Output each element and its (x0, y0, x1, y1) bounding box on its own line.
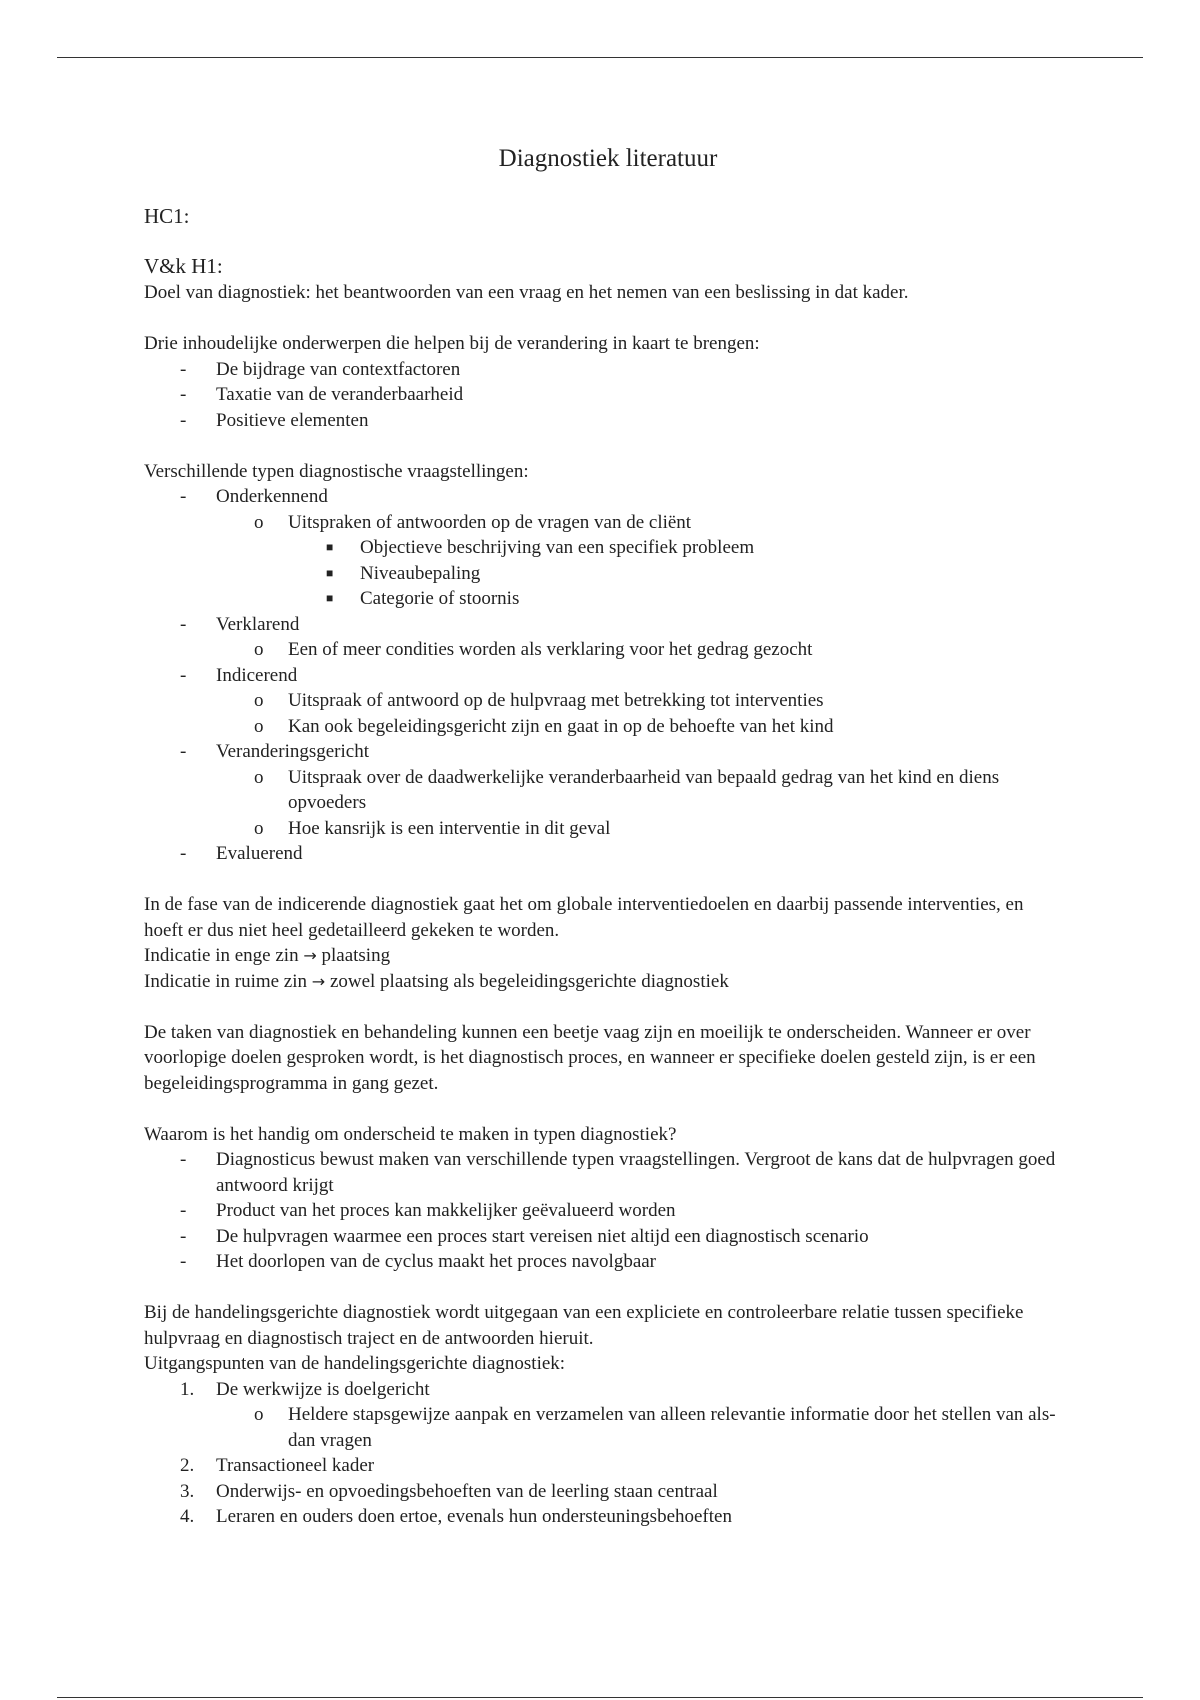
list-item: o Een of meer condities worden als verklaring voor het gedrag gezocht (254, 639, 813, 660)
line-indicatie-enge: Indicatie in enge zin → plaatsing (144, 945, 391, 966)
list-item: ■ Niveaubepaling (326, 562, 481, 584)
list-item: o Heldere stapsgewijze aanpak en verzamelen van alleen relevantie informatie door het stellen van als-dan vragen (254, 1404, 1056, 1451)
list-typen (144, 484, 1064, 867)
list-item: - De bijdrage van contextfactoren (180, 358, 461, 380)
heading-vk-h1: V&k H1: (144, 254, 223, 278)
paragraph-uitgangspunten-intro: Uitgangspunten van de handelingsgerichte diagnostiek: (144, 1353, 566, 1374)
list-item: o Uitspraken of antwoorden op de vragen van de cliënt (254, 511, 692, 533)
list-waarom (144, 1147, 1064, 1275)
paragraph-taken: De taken van diagnostiek en behandeling kunnen een beetje vaag zijn en moeilijk te onderscheiden. Wanneer er over voorlopige doelen gesproken wordt, is het diagnostisch proces, en wanneer er specifieke doelen gesteld zijn, is er een begeleidingsprogramma in gang gezet. (144, 1021, 1036, 1094)
paragraph-indicerende: In de fase van de indicerende diagnostiek gaat het om globale interventiedoelen en daarbij passende interventies, en hoeft er dus niet heel gedetailleerd gekeken te worden. (144, 894, 1024, 941)
list-item: ■ Categorie of stoornis (326, 588, 520, 609)
list-item: - Diagnosticus bewust maken van verschillende typen vraagstellingen. Vergroot de kans dat de hulpvragen goed antwoord krijgt (180, 1149, 1056, 1196)
list-item: - Onderkennend (180, 486, 328, 507)
list-item: 2. Transactioneel kader (180, 1455, 375, 1476)
paragraph-doel: Doel van diagnostiek: het beantwoorden van een vraag en het nemen van een beslissing in dat kader. (144, 282, 909, 303)
list-item: - Taxatie van de veranderbaarheid (180, 384, 464, 405)
list-item: 4. Leraren en ouders doen ertoe, evenals hun ondersteuningsbehoeften (180, 1506, 732, 1527)
heading-hc1: HC1: (144, 204, 190, 228)
list-item: 3. Onderwijs- en opvoedingsbehoeften van de leerling staan centraal (180, 1480, 718, 1502)
list-item: - Product van het proces kan makkelijker geëvalueerd worden (180, 1200, 676, 1221)
list-item: - Evaluerend (180, 843, 303, 864)
list-uitgangspunten (144, 1377, 1064, 1530)
list-item: ■ Objectieve beschrijving van een specifiek probleem (326, 537, 755, 558)
list-item: - Verklarend (180, 613, 300, 635)
paragraph-typen-intro: Verschillende typen diagnostische vraagstellingen: (144, 460, 529, 482)
list-item: o Uitspraak of antwoord op de hulpvraag met betrekking tot interventies (254, 690, 824, 711)
list-item: - Indicerend (180, 664, 298, 686)
header-rule (57, 57, 1143, 58)
list-drie (144, 357, 1064, 434)
list-item: 1. De werkwijze is doelgericht (180, 1378, 430, 1400)
footer-rule (57, 1697, 1143, 1698)
paragraph-drie-intro: Drie inhoudelijke onderwerpen die helpen bij de verandering in kaart te brengen: (144, 333, 760, 354)
paragraph-waarom-intro: Waarom is het handig om onderscheid te maken in typen diagnostiek? (144, 1123, 677, 1145)
list-item: o Kan ook begeleidingsgericht zijn en gaat in op de behoefte van het kind (254, 715, 834, 737)
arrow-right-icon: → (303, 946, 317, 965)
paragraph-handeling: Bij de handelingsgerichte diagnostiek wordt uitgegaan van een expliciete en controleerbare relatie tussen specifieke hulpvraag en diagnostisch traject en de antwoorden hieruit. (144, 1302, 1024, 1349)
list-item: - De hulpvragen waarmee een proces start vereisen niet altijd een diagnostisch scenario (180, 1225, 869, 1247)
line-indicatie-ruime: Indicatie in ruime zin → zowel plaatsing als begeleidingsgerichte diagnostiek (144, 970, 729, 992)
list-item: o Uitspraak over de daadwerkelijke veranderbaarheid van bepaald gedrag van het kind en diens opvoeders (254, 766, 1000, 813)
page-title: Diagnostiek literatuur (498, 145, 718, 172)
arrow-right-icon: → (311, 971, 326, 991)
list-item: o Hoe kansrijk is een interventie in dit geval (254, 817, 611, 839)
list-item: - Veranderingsgericht (180, 741, 369, 762)
list-item: - Het doorlopen van de cyclus maakt het proces navolgbaar (180, 1251, 657, 1272)
list-item: - Positieve elementen (180, 409, 369, 431)
document-body (144, 142, 1064, 1530)
